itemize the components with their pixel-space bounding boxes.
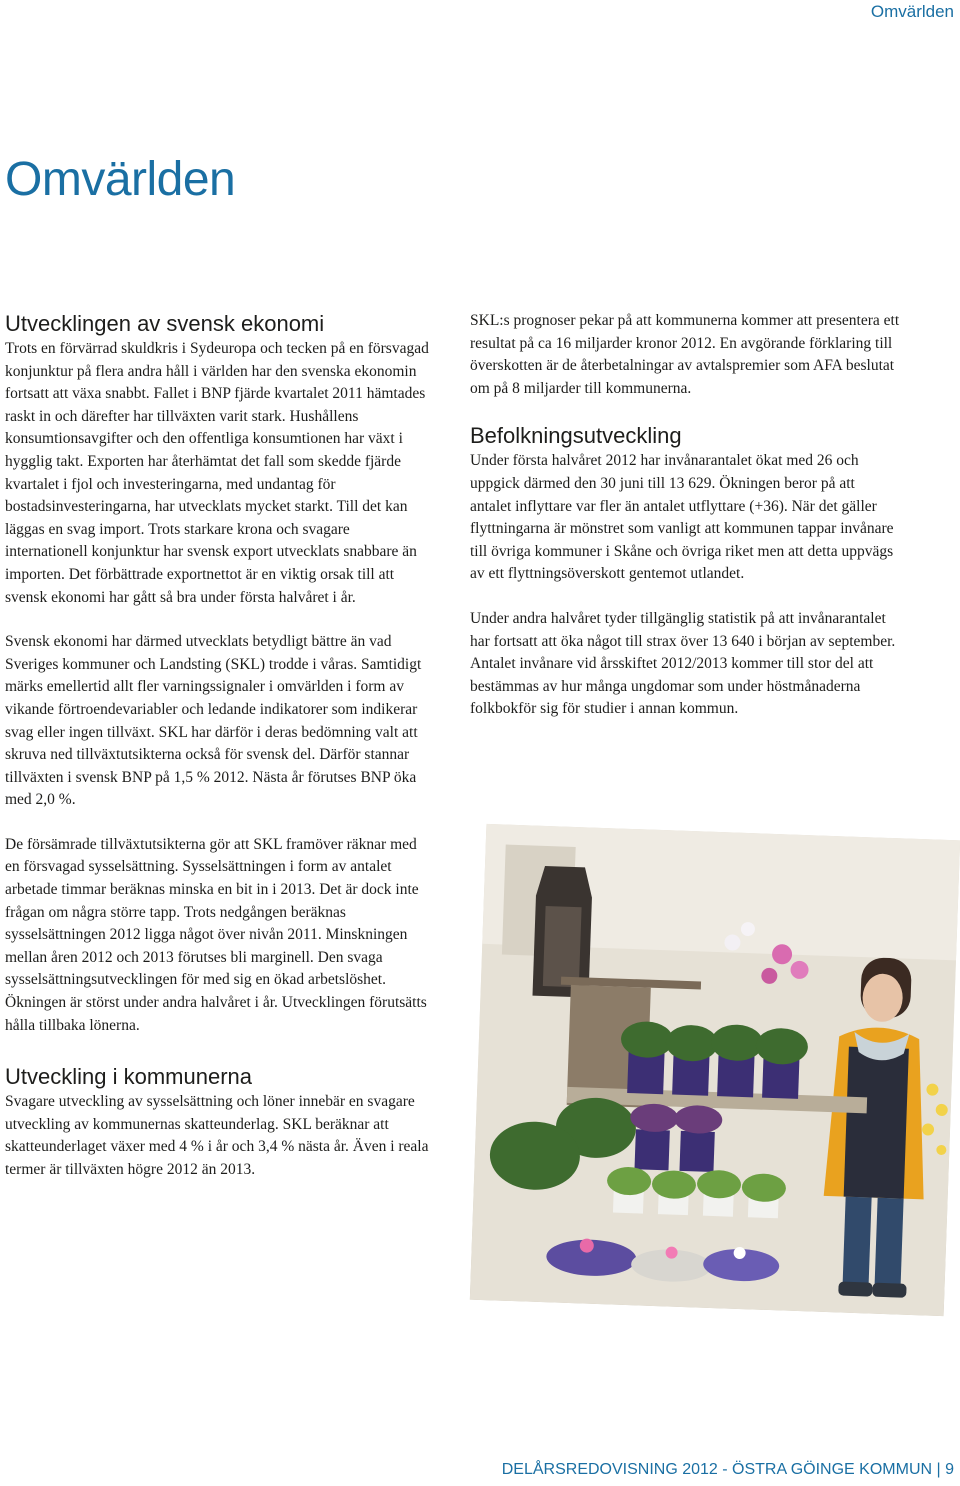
paragraph: Trots en förvärrad skuldkris i Sydeuropa och tecken på en försvagad konjunktur på flera andra håll i världen har den svenska ekonomin fortsatt att växa snabbt. Fallet i BNP fjärde kvartalet 2011 hämtades raskt in och därefter har tillväxten varit stark. Hushållens konsumtionsavgifter och den offentliga konsumtionen har växt i hygglig takt. Exporten har återhämtat det fall som skedde fjärde kvartalet i fjol och investeringarna, med undantag för bostadsinvesteringarna, har utvecklats mycket starkt. Till det kan läggas en svag import. Trots starkare krona och svagare internationell konjunktur har svensk export utvecklats snabbare än importen. Det förbättrade exportnettot är en viktig orsak till att svensk ekonomi har gått så bra under första halvåret i år.	[5, 340, 429, 606]
page-footer: DELÅRSREDOVISNING 2012 - ÖSTRA GÖINGE KOMMUN | 9	[501, 1461, 954, 1478]
paragraph: SKL:s prognoser pekar på att kommunerna kommer att presentera ett resultat på ca 16 miljarder kronor 2012. En avgörande förklaring till överskotten är de återbetalningar av avtalspremier som AFA beslutat om på 8 miljarder till kommunerna.	[470, 312, 900, 397]
left-column	[5, 310, 435, 1182]
paragraph: Svagare utveckling av sysselsättning och löner innebär en svagare utveckling av kommunernas skatteunderlag. SKL beräknar att skatteunderlaget växer med 4 % i år och 3,4 % nästa år. Även i reala termer är tillväxten högre 2012 än 2013.	[5, 1093, 429, 1178]
section-heading-befolkning: Befolkningsutveckling	[470, 423, 682, 449]
paragraph: Under andra halvåret tyder tillgänglig statistik på att invånarantalet har fortsatt att öka något till strax över 13 640 i början av september. Antalet invånare vid årsskiftet 2012/2013 kommer till stor del att bestämmas av hur många ungdomar som under höstmånaderna folkbokför sig för studier i annan kommun.	[470, 609, 896, 718]
page-title: Omvärlden	[5, 153, 236, 206]
paragraph: Under första halvåret 2012 har invånarantalet ökat med 26 och uppgick därmed den 30 juni till 13 629. Ökningen beror på att antalet inflyttare var fler än antalet utflyttare (+36). När det gäller flyttningarna är mönstret som vanligt att kommunen tappar invånare till övriga kommuner i Skåne och övriga riket men att detta uppvägs av ett flyttningsöverskott gentemot utlandet.	[470, 452, 894, 583]
section-heading-kommunerna: Utveckling i kommunerna	[5, 1064, 252, 1090]
right-column	[470, 310, 900, 721]
flower-shop-photo	[470, 824, 960, 1316]
section-heading-svensk-ekonomi: Utvecklingen av svensk ekonomi	[5, 311, 325, 336]
running-header: Omvärlden	[870, 2, 954, 21]
paragraph: Svensk ekonomi har därmed utvecklats betydligt bättre än vad Sveriges kommuner och Landsting (SKL) trodde i våras. Samtidigt märks emellertid allt fler varningssignaler i omvärlden i form av vikande förtroendevariabler och ledande indikatorer som indikerar svag eller ingen tillväxt. SKL har därför i deras bedömning valt att skruva ned tillväxtutsikterna också för svensk del. Därför stannar tillväxten i svensk BNP på 1,5 % 2012. Nästa år förutses BNP öka med 2,0 %.	[5, 633, 422, 809]
paragraph: De försämrade tillväxtutsikterna gör att SKL framöver räknar med en försvagad sysselsättning. Sysselsättningen i form av antalet arbetade timmar beräknas minska en bit in i 2013. Det är dock inte frågan om några större tapp. Trots nedgången beräknas sysselsättningen 2012 ligga något över nivån 2011. Minskningen mellan åren 2012 och 2013 förutses bli marginell. Den svaga sysselsättningsutvecklingen för med sig en ökad arbetslöshet. Ökningen är störst under andra halvåret i år. Utvecklingen förutsätts hålla tillbaka lönerna.	[5, 835, 427, 1034]
